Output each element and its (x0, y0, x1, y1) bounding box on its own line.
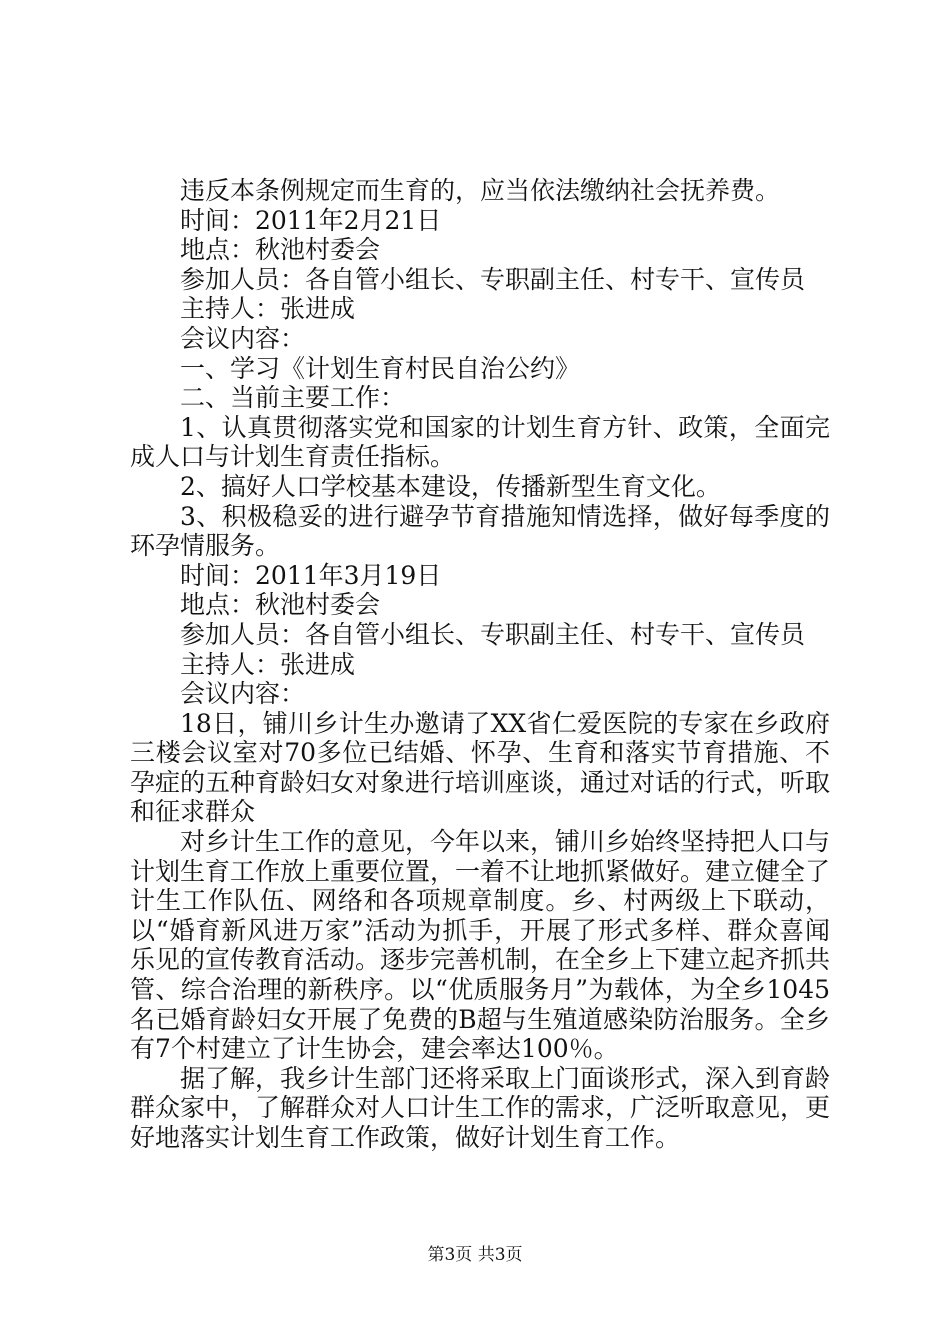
page-number-footer: 第3页 共3页 (427, 1245, 523, 1265)
paragraph-1: 违反本条例规定而生育的，应当依法缴纳社会抚养费。 (180, 176, 781, 205)
meeting-1-item-2: 二、当前主要工作： (180, 383, 406, 413)
meeting-2-paragraph-3: 据了解，我乡计生部门还将采取上门面谈形式，深入到育龄群众家中，了解群众对人口计生工作的需求，广泛听取意见，更好地落实计划生育工作政策，做好计划生育工作。 (130, 1063, 831, 1152)
meeting-2-paragraph-2: 对乡计生工作的意见，今年以来，铺川乡始终坚持把人口与计划生育工作放上重要位置，一着不让地抓紧做好。建立健全了计生工作队伍、网络和各项规章制度。乡、村两级上下联动，以“婚育新风进万家”活动为抓手，开展了形式多样、群众喜闻乐见的宣传教育活动。逐步完善机制，在全乡上下建立起齐抓共管、综合治理的新秩序。以“优质服务月”为载体，为全乡1045名已婚育龄妇女开展了免费的B超与生殖道感染防治服务。全乡有7个村建立了计生协会，建会率达100％。 (130, 827, 831, 1064)
meeting-1-host: 主持人：张进成 (180, 294, 356, 324)
work-item-2: 2、搞好人口学校基本建设，传播新型生育文化。 (180, 471, 721, 501)
meeting-2-location: 地点：秋池村委会 (180, 590, 381, 620)
meeting-1-location: 地点：秋池村委会 (180, 235, 381, 265)
meeting-1-content-heading: 会议内容： (180, 323, 306, 353)
meeting-1-item-1: 一、学习《计划生育村民自治公约》 (180, 353, 581, 383)
meeting-2-paragraph-1: 18日，铺川乡计生办邀请了XX省仁爱医院的专家在乡政府三楼会议室对70多位已结婚、怀孕、生育和落实节育措施、不孕症的五种育龄妇女对象进行培训座谈，通过对话的行式，听取和征求群众 (130, 708, 831, 827)
document-body (130, 176, 830, 1153)
meeting-1-time: 时间：2011年2月21日 (180, 205, 442, 235)
work-item-1: 1、认真贯彻落实党和国家的计划生育方针、政策，全面完成人口与计划生育责任指标。 (130, 412, 830, 472)
meeting-1-participants: 参加人员：各自管小组长、专职副主任、村专干、宣传员 (180, 264, 806, 294)
meeting-2-time: 时间：2011年3月19日 (180, 560, 442, 590)
meeting-2-content-heading: 会议内容： (180, 679, 306, 709)
meeting-2-host: 主持人：张进成 (180, 649, 356, 679)
work-item-3: 3、积极稳妥的进行避孕节育措施知情选择，做好每季度的环孕情服务。 (130, 501, 830, 561)
meeting-2-participants: 参加人员：各自管小组长、专职副主任、村专干、宣传员 (180, 619, 806, 649)
